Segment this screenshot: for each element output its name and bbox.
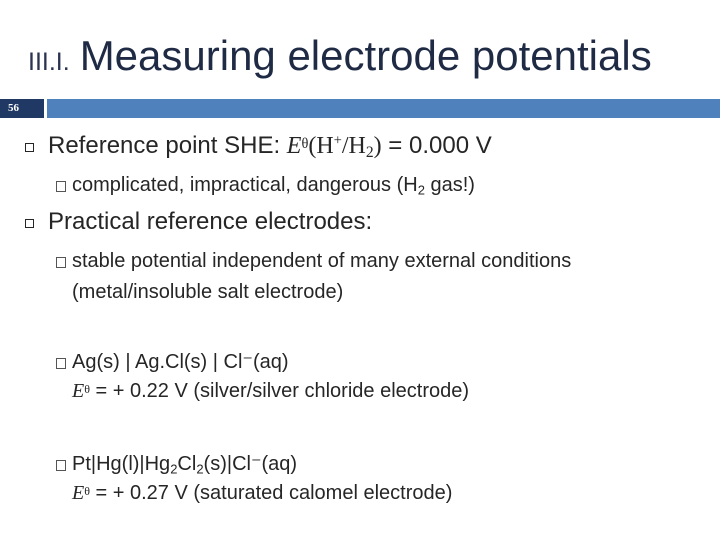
sub-bullet-square-icon xyxy=(56,358,66,369)
complicated-tail: gas!) xyxy=(424,174,475,196)
practical-line: Practical reference electrodes: xyxy=(48,208,373,235)
ag-value: = + 0.22 V (silver/silver chloride electrode) xyxy=(89,380,470,402)
sub-bullet-complicated xyxy=(56,174,475,197)
stable-line1: stable potential independent of many external conditions xyxy=(72,250,572,272)
pt-e-symbol: E xyxy=(72,482,85,504)
header-bar-fill xyxy=(47,99,720,118)
sub-bullet-square-icon xyxy=(56,181,66,192)
section-number: III.I. xyxy=(28,48,70,76)
bullet-square-icon xyxy=(25,219,34,228)
ref-sub: 2 xyxy=(365,143,374,161)
pt-potential-line xyxy=(72,482,452,505)
pt-c: (s)|Cl⁻(aq) xyxy=(203,453,298,475)
ag-potential-line xyxy=(72,380,469,403)
pt-a: Pt|Hg(l)|Hg xyxy=(72,453,171,475)
pt-value: = + 0.27 V (saturated calomel electrode) xyxy=(89,482,453,504)
ref-theta: θ xyxy=(301,135,309,152)
complicated-sub: 2 xyxy=(417,182,425,198)
slide-number: 56 xyxy=(0,99,44,118)
ref-value: = 0.000 V xyxy=(381,132,492,159)
ref-slash-h: /H xyxy=(341,133,366,159)
ref-e-symbol: E xyxy=(286,133,302,159)
ref-label: Reference point SHE: xyxy=(48,132,287,159)
ag-e-symbol: E xyxy=(72,380,85,402)
slide-title xyxy=(28,32,652,80)
pt-b: Cl xyxy=(177,453,197,475)
sub-bullet-square-icon xyxy=(56,460,66,471)
sub-bullet-square-icon xyxy=(56,257,66,268)
pt-theta: θ xyxy=(84,483,90,498)
ref-paren-open: (H xyxy=(308,133,334,159)
ag-line1: Ag(s) | Ag.Cl(s) | Cl⁻(aq) xyxy=(72,351,289,373)
sub-bullet-stable xyxy=(56,250,571,273)
ref-paren-close: ) xyxy=(373,133,382,159)
ref-plus: + xyxy=(333,132,342,149)
sub-bullet-ag xyxy=(56,349,289,374)
title-text: Measuring electrode potentials xyxy=(79,32,652,79)
header-bar xyxy=(0,99,720,118)
reference-point-line xyxy=(48,132,492,162)
complicated-text: complicated, impractical, dangerous (H xyxy=(72,174,418,196)
sub-bullet-pt xyxy=(56,451,297,476)
ag-theta: θ xyxy=(84,381,90,396)
stable-line2: (metal/insoluble salt electrode) xyxy=(72,281,344,303)
bullet-square-icon xyxy=(25,143,34,152)
pt-sub-b: 2 xyxy=(196,461,204,477)
pt-sub-a: 2 xyxy=(170,461,178,477)
